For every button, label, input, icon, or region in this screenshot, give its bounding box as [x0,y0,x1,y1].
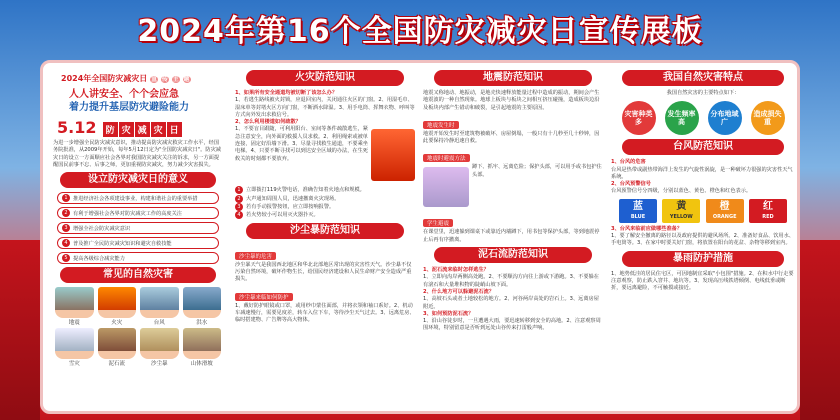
fire-question-1: 1、如果所有安全通道均被切断了该怎么办？ [235,90,338,96]
dust-header: 沙尘暴防范知识 [246,223,404,239]
disaster-landslide: 山体滑坡 [183,328,222,367]
storm-header: 暴雨防护措施 [622,251,784,267]
page-title: 2024年第16个全国防灾减灾日宣传展板 [137,14,703,49]
warning-blue: 蓝 BLUE [619,199,657,223]
typhoon-question-3: 3、台风来临前应做哪些准备？ [611,225,683,232]
feature-header: 我国自然灾害特点 [622,70,784,86]
mud-header: 泥石流防范知识 [434,247,592,263]
fire-header: 火灾防范知识 [246,70,404,86]
typhoon-header: 台风防范知识 [622,139,784,155]
mud-question-3: 3、如何预防泥石流？ [423,310,474,317]
slogan-line-1: 人人讲安全、个个会应急 [69,89,179,100]
disaster-sandstorm: 沙尘暴 [140,328,179,367]
column-intro [49,67,227,407]
mud-text-3: 1、沿山谷徒步时，一旦遭遇大雨，要迅速转移到安全的高地。2、注意观察周围环境，特别留意是否听到远处山谷传来打雷般声响。 [423,318,601,332]
dust-sub-1: 沙尘暴的危害 [235,252,276,260]
typhoon-warning-signals [619,199,787,223]
fire-call-item: 4 若火势较小可以用灭火器扑灭。 [235,211,415,219]
meaning-item: 1 推进经济社会各项建设事业，构建和谐社会的重要举措 [57,192,219,204]
common-disasters-header: 常见的自然灾害 [60,267,217,283]
meaning-item: 2 有利于增强社会各界对防灾减灾工作的高度关注 [57,207,219,219]
dust-sub-2: 沙尘暴来临如何防护 [235,293,293,301]
meaning-item: 3 增强全社会防灾减灾意识 [57,222,219,234]
mud-question-2: 2、什么地方可以躲避泥石流？ [423,288,495,295]
disaster-flood: 洪水 [183,287,222,326]
quake-sub-3: 学生避震 [423,219,453,227]
fire-question-2: 2、怎么利用楼道如何疏散？ [235,119,301,126]
mud-text-2: 1、高坡石头或者土地较松的地方。2、河谷两岸高处的岩石上。3、远离房屋附近。 [423,296,599,310]
quake-section-2 [423,164,603,210]
fire-call-item: 2 大声通知周围人员，迅速撤离火灾现场。 [235,195,415,203]
date-banner: 5.12 防 灾 减 灾 日 [49,114,227,137]
quake-sub-1: 地震发生时 [423,121,459,129]
meaning-header: 设立防灾减灾日的意义 [60,172,217,188]
fire-call-section [235,186,415,219]
slogan-line-2: 着力提升基层防灾避险能力 [69,102,189,113]
disaster-earthquake: 地震 [55,287,94,326]
disaster-mudslide: 泥石流 [98,328,137,367]
feature-badge: 分布地域广 [708,101,742,135]
warning-red: 红 RED [749,199,787,223]
feature-intro: 我国自然灾害的主要特点如下： [666,90,740,96]
quake-header: 地震防范知识 [434,70,592,86]
right-decoration [800,240,840,420]
disaster-snow: 雪灾 [55,328,94,367]
typhoon-text-3: 1、要了解安全撤离的路径以及政府提供的避风场所。2、准备好食品、饮用水、手电筒等。3、在家中时要关好门窗，将放置在阳台的花盆、杂物等移到室内。 [611,233,794,247]
content-panel [40,60,800,414]
disaster-typhoon: 台风 [140,287,179,326]
storm-text: 1、地势低洼的居民住宅区，可因地制宜采取"小包围"措施。2、在积水中行走要注意观察，防止跌入窨井、地坑等。3、发现高压线铁塔倾倒、电线低垂或断折，要远离避险，不可触摸或接近。 [611,270,794,292]
dust-text-1: 沙尘暴天气是我国西北地区和华北北部地区常出现的灾害性天气。沙尘暴不仅污染自然环境，破坏作物生长，给国民经济建设和人民生命财产安全造成严重损失。 [235,261,412,283]
quake-sub-2: 地震时避震方法 [423,154,470,162]
fire-illustration [371,129,415,181]
meaning-item: 4 普及推广全民防灾减灾知识和避灾自救技能 [57,237,219,249]
meaning-item: 5 提高各级综合减灾能力 [57,252,219,264]
fire-section-2 [235,126,415,184]
disaster-grid [55,287,221,367]
warning-orange: 橙 ORANGE [706,199,744,223]
column-fire-dust [235,67,415,407]
theme-heading: 2024年全国防灾减灾日 宣 传 主 题 [61,74,190,83]
quake-text: 地震又称地动、地振动，是地壳快速释放能量过程中造成的振动，期间会产生地震波的一种自然现象。地球上板块与板块之间相互挤压碰撞，造成板块边沿及板块内部产生错动和破裂，是引起地震的主要原因。 [423,90,600,111]
typhoon-question-2: 2、台风预警信号 [611,181,651,188]
quake-illustration [423,167,469,207]
mud-question-1: 1、泥石流来临时怎样逃生？ [423,267,489,274]
typhoon-question-1: 1、台风的危害 [611,159,646,166]
column-quake-mud [423,67,603,407]
column-typhoon-storm [611,67,795,407]
typhoon-text-2: 台风预警信号分四级，分别以蓝色、黄色、橙色和红色表示。 [611,188,752,195]
warning-yellow: 黄 YELLOW [662,199,700,223]
disaster-fire: 火灾 [98,287,137,326]
mud-text-1: 1、立即向沟岸两侧高处跑。2、不要顺沟方向往上游或下游跑。3、不要躲在有滚石和大量堆积物的陡峭山坡下面。 [423,274,599,288]
intro-text: 为进一步增强全民防灾减灾意识，推动提高防灾减灾救灾工作水平，经国务院批准，从2009年开始，每年5月12日定为"全国防灾减灾日"。防灾减灾日的设立一方面顺应社会各界对我国防灾减灾关注的诉求，另一方面提醒国民前事不忘、后事之师，更加重视防灾减灾，努力减少灾害损失。 [53,140,221,168]
quake-text-2: 蹲下、抓牢、远离危险；保护头部，可以用手或书包护住头部。 [472,164,602,178]
fire-call-item: 1 立即拨打119火警电话，准确告知着火地点和规模。 [235,186,415,194]
feature-badge: 发生频率高 [665,101,699,135]
feature-badge: 灾害种类多 [622,101,656,135]
fire-call-item: 3 若有手动报警按钮，应立即按响报警。 [235,203,415,211]
fire-text-1: 1、若逃生路线被火封锁，应退回室内，关闭通往火区的门窗。2、用湿毛巾、湿床单等封堵火区方向门窗，不断洒水降温。3、用手电筒、挥舞衣物、呼叫等方式向外发出求救信号。 [235,97,415,118]
left-decoration [0,240,40,420]
quake-text-1: 地震开始发生时至建筑物被破坏、房屋倒塌，一般只有十几秒至几十秒钟，因此要保持冷静迅速自救。 [423,130,600,145]
feature-badge: 造成损失重 [751,101,785,135]
quake-text-3: 在课堂里，迅速躲到课桌下或靠近内墙蹲下，用书包等保护头部，等到地震停止后再有序撤离。 [423,229,600,243]
dust-text-2: 1、戴好防护眼镜或口罩，或用纱巾蒙住面部，并将衣领和袖口系好。2、机动车减速慢行，需要见度差，转车入位下车，等待沙尘天气过去。3、远离危房、临时搭建物、广告牌等高大物体。 [235,302,415,324]
feature-badges [617,101,789,135]
typhoon-text-1: 台风是热带或副热带海洋上发生的气旋性涡旋，是一种破坏力很强的灾害性天气系统。 [611,166,793,180]
fire-text-2: 1、不要盲目跟随，可利用阳台、室间等条件疏散逃生，紧急注意安全，向外面的救援人员求救。2、利用绳索或被单连接，固定好沿墙下滑。3、尽量寻找救生通道，不要乘坐电梯。4、只要不断寻找可以到达安全区域的办法，在生死攸关的时刻都不要放弃。 [235,126,368,162]
